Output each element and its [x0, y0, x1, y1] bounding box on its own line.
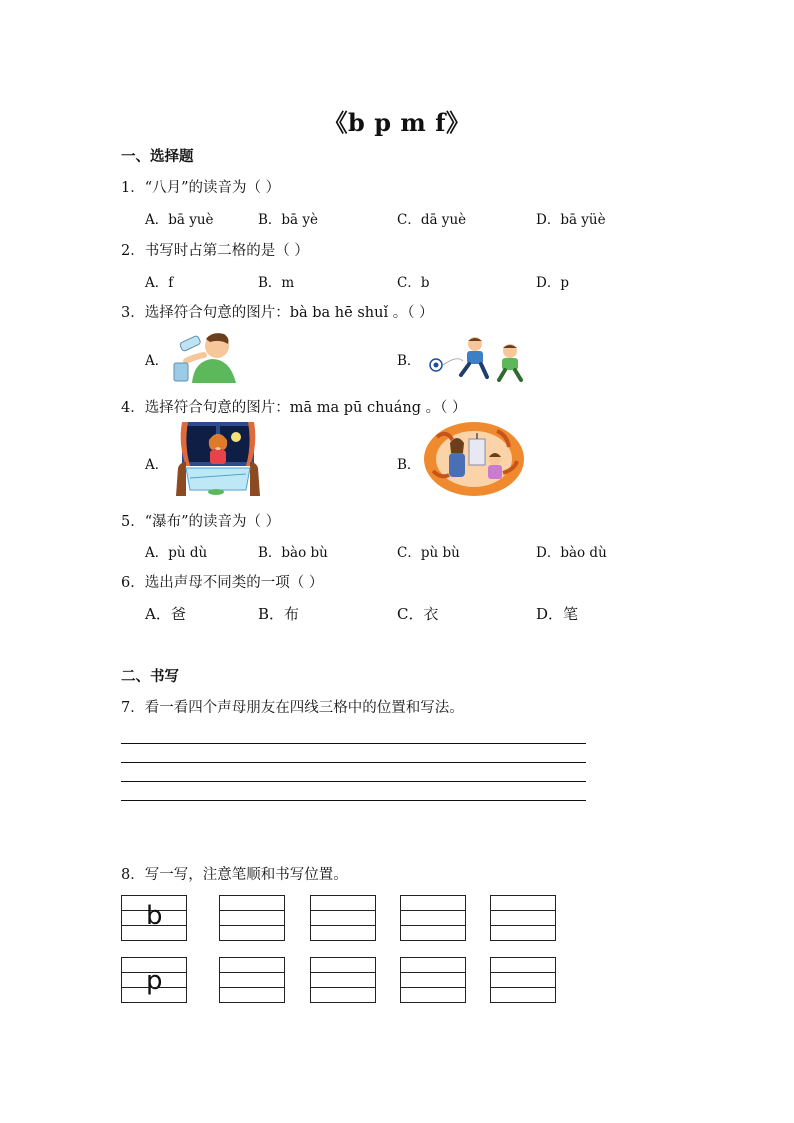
writing-box-b-example[interactable] — [121, 895, 187, 941]
writing-box[interactable] — [310, 895, 376, 941]
section-writing-heading: 二、书写 — [121, 668, 179, 685]
question-5: 5．“瀑布”的读音为（ ） — [121, 514, 281, 530]
q3-option-a[interactable]: A． — [145, 353, 169, 369]
q4-option-a[interactable]: A． — [145, 457, 169, 473]
woman-and-girl-icon[interactable] — [423, 421, 525, 497]
writing-box[interactable] — [400, 957, 466, 1003]
question-4: 4．选择符合句意的图片：mā ma pū chuáng 。（ ） — [121, 400, 467, 416]
q1-option-b[interactable]: B．bā yè — [258, 212, 319, 228]
q6-option-d[interactable]: D．笔 — [536, 605, 579, 623]
grid-line-1 — [121, 743, 586, 744]
q5-option-a[interactable]: A．pù dù — [145, 545, 208, 561]
woman-making-bed-icon[interactable] — [176, 422, 260, 496]
q3-option-b[interactable]: B． — [397, 353, 421, 369]
q6-option-b[interactable]: B．布 — [258, 605, 300, 623]
question-8: 8．写一写，注意笔顺和书写位置。 — [121, 867, 348, 883]
writing-box[interactable] — [490, 957, 556, 1003]
writing-box[interactable] — [310, 957, 376, 1003]
question-7: 7．看一看四个声母朋友在四线三格中的位置和写法。 — [121, 700, 464, 716]
writing-box[interactable] — [219, 895, 285, 941]
writing-box[interactable] — [490, 895, 556, 941]
q2-option-a[interactable]: A．f — [145, 275, 174, 291]
q2-option-d[interactable]: D．p — [536, 275, 569, 291]
q5-option-d[interactable]: D．bào dù — [536, 545, 607, 561]
q4-option-b[interactable]: B． — [397, 457, 421, 473]
q5-option-c[interactable]: C．pù bù — [397, 545, 460, 561]
section-choice-heading: 一、选择题 — [121, 148, 194, 165]
example-letter-p: p — [146, 966, 163, 996]
q1-option-c[interactable]: C．dā yuè — [397, 212, 467, 228]
q6-option-a[interactable]: A．爸 — [145, 605, 186, 623]
q1-option-a[interactable]: A．bā yuè — [145, 212, 214, 228]
q6-option-c[interactable]: C．衣 — [397, 605, 439, 623]
writing-box-p-example[interactable] — [121, 957, 187, 1003]
q2-option-c[interactable]: C．b — [397, 275, 430, 291]
question-2: 2．书写时占第二格的是（ ） — [121, 243, 309, 259]
question-3: 3．选择符合句意的图片：bà ba hē shuǐ 。（ ） — [121, 305, 434, 321]
q5-option-b[interactable]: B．bào bù — [258, 545, 328, 561]
question-6: 6．选出声母不同类的一项（ ） — [121, 575, 324, 591]
page-title: 《b p m f》 — [323, 108, 471, 137]
kids-playing-ball-icon[interactable] — [427, 335, 529, 383]
four-line-grid — [121, 743, 586, 803]
q2-option-b[interactable]: B．m — [258, 275, 295, 291]
question-1: 1．“八月”的读音为（ ） — [121, 180, 281, 196]
writing-box[interactable] — [219, 957, 285, 1003]
q1-option-d[interactable]: D．bā yüè — [536, 212, 606, 228]
writing-box[interactable] — [400, 895, 466, 941]
boy-drinking-icon[interactable] — [172, 331, 238, 383]
grid-line-4 — [121, 800, 586, 801]
grid-line-3 — [121, 781, 586, 782]
grid-line-2 — [121, 762, 586, 763]
example-letter-b: b — [146, 901, 163, 931]
